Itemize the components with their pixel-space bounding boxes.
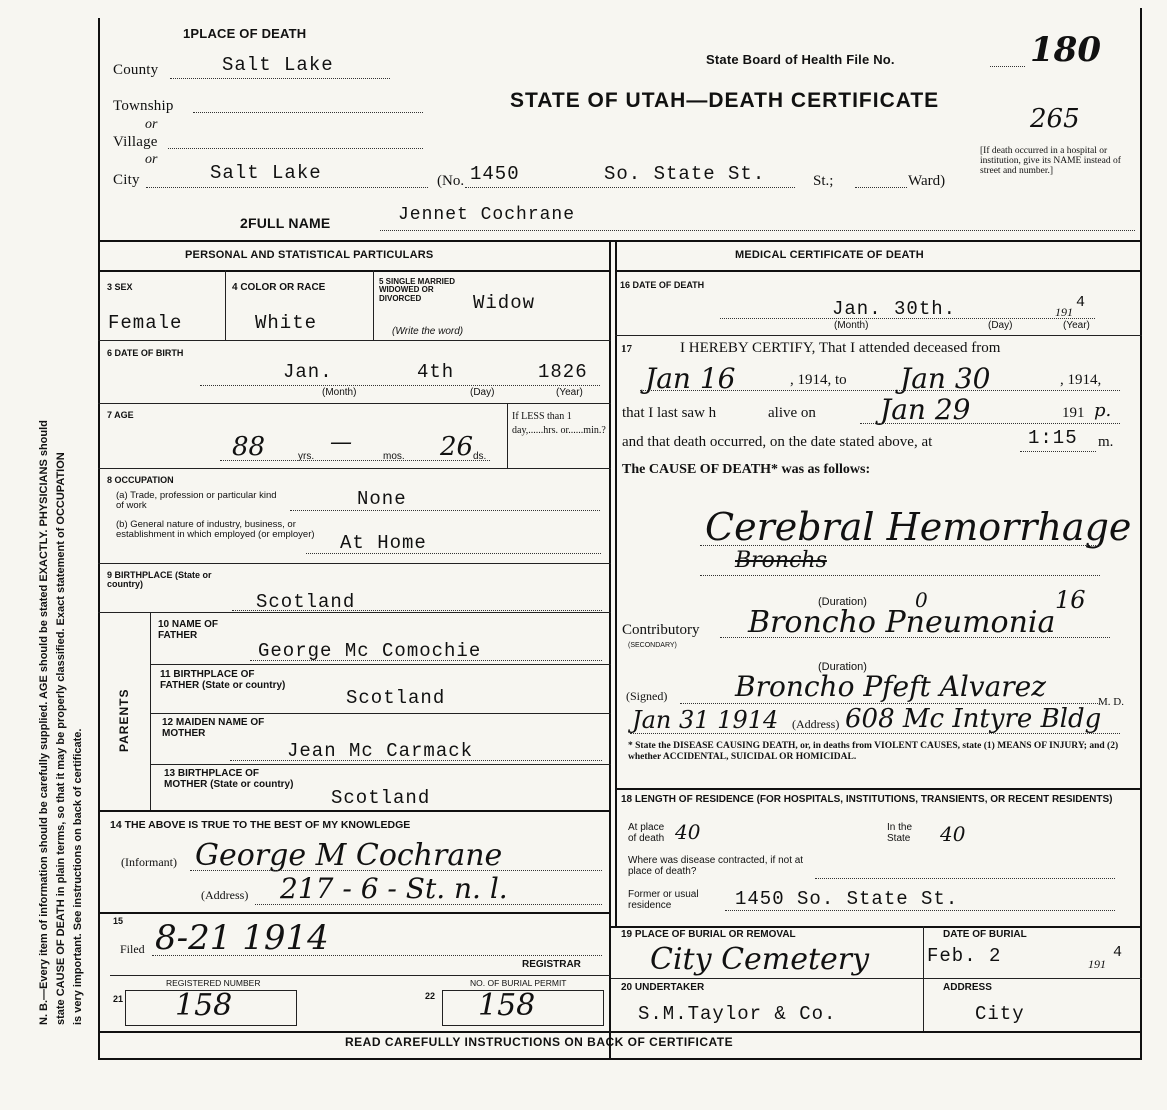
father-name-value: George Mc Comochie — [258, 640, 482, 662]
in-state-label: In the State — [887, 822, 913, 844]
or-1: or — [145, 117, 158, 132]
file-number: 180 — [1030, 30, 1101, 70]
ward-label: Ward) — [908, 173, 946, 189]
death-occurred-label: and that death occurred, on the date stated above, at — [622, 434, 933, 450]
former-residence-value: 1450 So. State St. — [735, 888, 959, 910]
hospital-note: [If death occurred in a hospital or institution, give its NAME instead of street and number.] — [980, 146, 1121, 176]
last-saw-year: 191 — [1062, 405, 1085, 421]
marital-label: 5 SINGLE MARRIED WIDOWED OR DIVORCED — [379, 277, 456, 303]
frame-left — [98, 18, 100, 1058]
dob-day-caption: (Day) — [470, 387, 495, 398]
attended-to-year: , 1914, — [1060, 372, 1102, 388]
personal-heading: PERSONAL AND STATISTICAL PARTICULARS — [185, 249, 434, 261]
margin-note-line-2: state CAUSE OF DEATH in plain terms, so that it may be properly classified. Exact statement of OCCUPATION — [55, 452, 67, 1025]
father-name-label: 10 NAME OF FATHER — [158, 619, 219, 641]
age-years: 88 — [232, 432, 266, 462]
dob-label: 6 DATE OF BIRTH — [107, 348, 184, 358]
attended-to: Jan 30 — [900, 362, 991, 395]
informant-address-label: (Address) — [201, 888, 249, 902]
cause-label: The CAUSE OF DEATH* was as follows: — [622, 462, 871, 477]
registered-no-value: 158 — [175, 988, 233, 1023]
dod-month-caption: (Month) — [834, 320, 869, 331]
contributory-label: Contributory — [622, 622, 700, 638]
birthplace-value: Scotland — [256, 591, 356, 613]
duration-label-2: (Duration) — [818, 661, 867, 673]
undertaker-label: 20 UNDERTAKER — [621, 982, 705, 993]
dob-month-caption: (Month) — [322, 387, 357, 398]
dob-month: Jan. — [283, 361, 333, 383]
occupation-b-label: (b) General nature of industry, business, or establishment in which employed (or employer) — [116, 519, 315, 540]
county-value: Salt Lake — [222, 54, 334, 76]
age-days: 26 — [440, 432, 474, 462]
full-name-label: 2FULL NAME — [240, 215, 331, 231]
cause-value: Cerebral Hemorrhage — [705, 505, 1132, 549]
sex-value: Female — [108, 312, 183, 334]
death-time-unit: m. — [1098, 434, 1114, 450]
county-label: County — [113, 62, 159, 78]
last-saw-value: Jan 29 — [880, 393, 971, 426]
burial-date-value: Feb. 2 — [927, 945, 1002, 967]
former-residence-label: Former or usual residence — [628, 889, 699, 911]
contributory-value: Broncho Pneumonia — [748, 605, 1056, 640]
burial-place-value: City Cemetery — [650, 942, 870, 977]
full-name-value: Jennet Cochrane — [398, 205, 576, 225]
main-box-top — [98, 240, 1142, 242]
md-label: M. D. — [1098, 696, 1124, 708]
occupation-a-label: (a) Trade, profession or particular kind of work — [116, 490, 277, 511]
certify-number: 17 — [621, 343, 632, 355]
certificate-title: STATE OF UTAH—DEATH CERTIFICATE — [510, 89, 940, 112]
village-label: Village — [113, 134, 158, 150]
dod-day-caption: (Day) — [988, 320, 1013, 331]
burial-permit-num: 22 — [425, 991, 436, 1001]
occupation-b-value: At Home — [340, 532, 427, 554]
informant-heading: 14 THE ABOVE IS TRUE TO THE BEST OF MY KNOWLEDGE — [110, 819, 411, 831]
burial-place-label: 19 PLACE OF BURIAL OR REMOVAL — [621, 929, 796, 940]
no-label: (No. — [437, 173, 465, 189]
cause-footnote: * State the DISEASE CAUSING DEATH, or, in deaths from VIOLENT CAUSES, state (1) MEANS OF INJURY; and (2) whether ACCIDENTAL, SUICIDAL OR HOMICIDAL. — [628, 741, 1119, 763]
duration-label: (Duration) — [818, 596, 867, 608]
burial-permit-value: 158 — [478, 988, 536, 1023]
informant-label: (Informant) — [121, 855, 177, 869]
margin-note-line-1: N. B.—Every item of information should be carefully supplied. AGE should be stated EXACTLY. PHYSICIANS should — [38, 420, 50, 1025]
file-number-2: 265 — [1030, 104, 1080, 134]
mother-birthplace-value: Scotland — [331, 787, 431, 809]
medical-heading: MEDICAL CERTIFICATE OF DEATH — [735, 249, 924, 261]
margin-note-line-3: is very important. See instructions on back of certificate. — [72, 728, 84, 1025]
filed-number: 15 — [113, 916, 124, 926]
house-number: 1450 — [470, 163, 520, 185]
city-value: Salt Lake — [210, 162, 322, 184]
color-value: White — [255, 312, 318, 334]
color-label: 4 COLOR OR RACE — [232, 282, 326, 293]
signed-address-value: 608 Mc Intyre Bldg — [845, 704, 1102, 734]
file-no-label: State Board of Health File No. — [706, 52, 895, 67]
registered-no-label: REGISTERED NUMBER — [166, 978, 261, 988]
occupation-a-value: None — [357, 488, 407, 510]
last-saw-label-2: alive on — [768, 405, 816, 421]
street-value: So. State St. — [604, 163, 766, 185]
signed-address-label: (Address) — [792, 717, 840, 731]
duration-mos-value: 16 — [1055, 586, 1086, 614]
st-label: St.; — [813, 173, 834, 189]
dob-day: 4th — [417, 361, 455, 383]
dob-year-caption: (Year) — [556, 387, 583, 398]
or-2: or — [145, 152, 158, 167]
birthplace-label: 9 BIRTHPLACE (State or country) — [107, 570, 212, 590]
where-contracted-label: Where was disease contracted, if not at place of death? — [628, 855, 804, 877]
mother-birthplace-label: 13 BIRTHPLACE OF MOTHER (State or country) — [164, 768, 294, 790]
burial-year-digit: 4 — [1113, 944, 1124, 961]
ds-unit: ds. — [473, 451, 487, 462]
father-birthplace-value: Scotland — [346, 687, 446, 709]
cause-struck: Bronchs — [735, 548, 827, 573]
duration-yrs-value: 0 — [915, 588, 928, 612]
death-year-digit: 4 — [1076, 294, 1087, 311]
undertaker-address-label: ADDRESS — [943, 982, 992, 993]
burial-year: 191 — [1088, 957, 1106, 971]
occupation-label: 8 OCCUPATION — [107, 475, 174, 485]
sex-label: 3 SEX — [107, 282, 133, 292]
signed-date: Jan 31 1914 — [632, 706, 779, 734]
attended-from: Jan 16 — [645, 362, 736, 395]
yrs-unit: yrs. — [298, 451, 315, 462]
registrar-label: REGISTRAR — [522, 959, 581, 970]
certify-text: I HEREBY CERTIFY, That I attended deceased from — [680, 340, 1001, 356]
undertaker-value: S.M.Taylor & Co. — [638, 1003, 837, 1025]
death-time-value: 1:15 — [1028, 427, 1078, 449]
marital-value: Widow — [473, 292, 536, 314]
burial-date-label: DATE OF BURIAL — [943, 929, 1027, 940]
mother-name-label: 12 MAIDEN NAME OF MOTHER — [162, 717, 265, 739]
dob-year: 1826 — [538, 361, 588, 383]
footer-instructions: READ CAREFULLY INSTRUCTIONS ON BACK OF CERTIFICATE — [345, 1035, 734, 1049]
signed-value: Broncho Pfeft Alvarez — [735, 670, 1047, 703]
less-than-label: If LESS than 1 day,......hrs. or......min.? — [512, 411, 606, 436]
informant-address-value: 217 - 6 - St. n. l. — [280, 872, 508, 905]
informant-value: George M Cochrane — [195, 838, 503, 873]
death-year-prefix: 191 — [1055, 305, 1073, 319]
in-state-value: 40 — [940, 822, 966, 846]
date-of-death-label: 16 DATE OF DEATH — [620, 280, 705, 290]
age-months: — — [330, 430, 352, 455]
filed-value: 8-21 1914 — [155, 918, 329, 958]
mother-name-value: Jean Mc Carmack — [287, 740, 474, 762]
last-saw-year-2: p. — [1094, 400, 1112, 421]
dod-year-caption: (Year) — [1063, 320, 1090, 331]
city-label: City — [113, 172, 140, 188]
signed-label: (Signed) — [626, 689, 668, 703]
burial-permit-label: NO. OF BURIAL PERMIT — [470, 978, 567, 988]
attended-from-year: , 1914, to — [790, 372, 847, 388]
frame-right — [1140, 8, 1142, 1058]
age-label: 7 AGE — [107, 410, 134, 420]
last-saw-label: that I last saw h — [622, 405, 717, 421]
date-of-death-value: Jan. 30th. — [832, 298, 957, 320]
at-place-label: At place of death — [628, 822, 665, 844]
filed-label: Filed — [120, 942, 145, 956]
secondary-label: (SECONDARY) — [628, 642, 677, 649]
place-of-death-label: 1PLACE OF DEATH — [183, 26, 307, 41]
township-label: Township — [113, 98, 174, 114]
column-divider — [609, 240, 611, 1058]
residence-label: 18 LENGTH OF RESIDENCE (FOR HOSPITALS, INSTITUTIONS, TRANSIENTS, OR RECENT RESIDENTS) — [621, 794, 1113, 805]
mos-unit: mos. — [383, 451, 405, 462]
father-birthplace-label: 11 BIRTHPLACE OF FATHER (State or country) — [160, 669, 286, 691]
at-place-value: 40 — [675, 820, 701, 844]
marital-note: (Write the word) — [392, 326, 464, 337]
frame-bottom — [98, 1058, 1142, 1060]
undertaker-address-value: City — [975, 1003, 1025, 1025]
registered-no-num: 21 — [113, 994, 124, 1004]
parents-label: PARENTS — [117, 688, 131, 752]
